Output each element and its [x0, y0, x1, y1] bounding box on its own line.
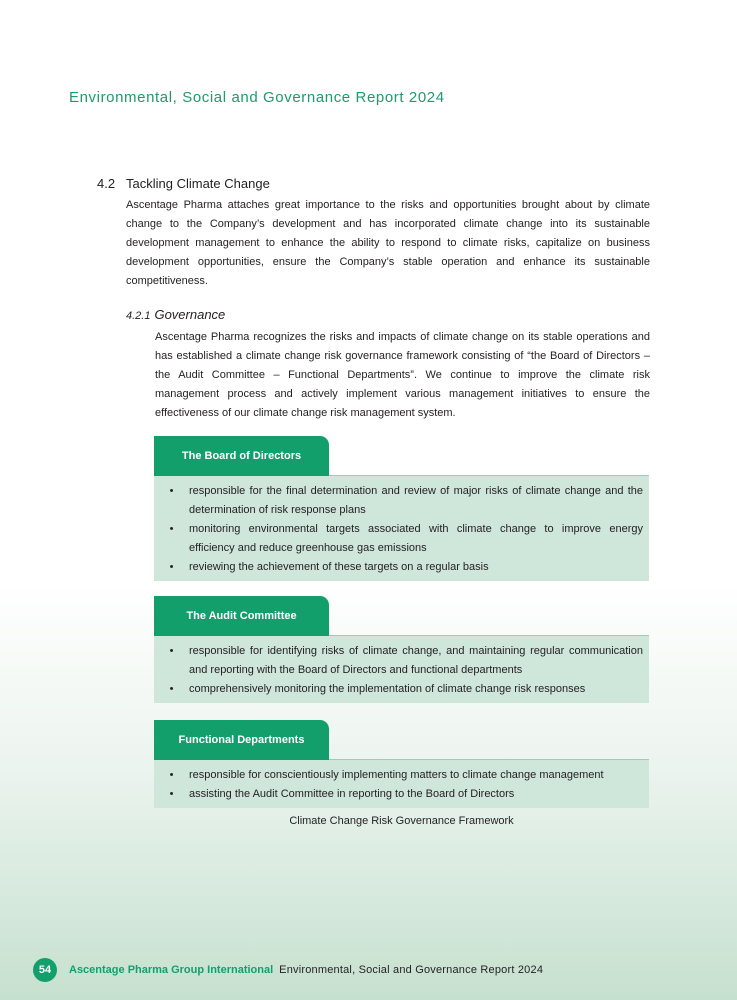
tab-divider — [329, 475, 649, 476]
list-item: • reviewing the achievement of these targets on a regular basis — [154, 558, 643, 577]
footer-company: Ascentage Pharma Group International — [69, 964, 274, 976]
departments-responsibilities — [154, 760, 649, 808]
subsection-heading — [126, 307, 225, 322]
bullet-icon: • — [169, 645, 174, 657]
bullet-icon: • — [169, 561, 174, 573]
figure-caption: Climate Change Risk Governance Framework — [289, 815, 514, 827]
bullet-icon: • — [169, 485, 174, 497]
board-responsibilities — [154, 476, 649, 581]
subsection-paragraph: Ascentage Pharma recognizes the risks and impacts of climate change on its stable operations and has established a climate change risk governance framework consisting of “the Board of Directors – the Audit Committee – Functional Departments”. We continue to improve the climate risk management process and actively implement various management initiatives to ensure the effectiveness of our climate change risk management system. — [155, 331, 650, 419]
running-header: Environmental, Social and Governance Report 2024 — [69, 89, 445, 106]
list-item: • responsible for conscientiously implementing matters to climate change management — [154, 766, 643, 785]
list-item: • monitoring environmental targets associated with climate change to improve energy efficiency and reduce greenhouse gas emissions — [154, 520, 643, 558]
bullet-icon: • — [169, 683, 174, 695]
list-item: • responsible for identifying risks of climate change, and maintaining regular communication and reporting with the Board of Directors and functional departments — [154, 642, 643, 680]
section-number: 4.2 — [97, 176, 116, 191]
board-tab: The Board of Directors — [154, 436, 329, 476]
framework-block-audit — [154, 596, 649, 703]
footer-report-title: Environmental, Social and Governance Report 2024 — [279, 964, 544, 976]
bullet-icon: • — [169, 523, 174, 535]
framework-block-departments — [154, 720, 649, 808]
audit-responsibilities — [154, 636, 649, 703]
list-item: • assisting the Audit Committee in reporting to the Board of Directors — [154, 785, 643, 804]
tab-divider — [329, 759, 649, 760]
list-item: • comprehensively monitoring the implementation of climate change risk responses — [154, 680, 643, 699]
section-paragraph: Ascentage Pharma attaches great importance to the risks and opportunities brought about by climate change to the Company’s development and has incorporated climate change into its sustainable development management to enhance the ability to respond to climate risks, capitalize on business development opportunities, ensure the Company’s stable operation and enhance its sustainable competitiveness. — [126, 199, 650, 287]
departments-tab: Functional Departments — [154, 720, 329, 760]
page-footer — [33, 958, 543, 982]
page-number: 54 — [33, 958, 57, 982]
subsection-number: 4.2.1 — [126, 310, 151, 322]
audit-tab: The Audit Committee — [154, 596, 329, 636]
section-heading — [97, 176, 270, 191]
bullet-icon: • — [169, 769, 174, 781]
section-title: Tackling Climate Change — [126, 176, 270, 191]
list-item: • responsible for the final determination and review of major risks of climate change and the determination of risk response plans — [154, 482, 643, 520]
tab-divider — [329, 635, 649, 636]
framework-block-board — [154, 436, 649, 581]
subsection-title: Governance — [154, 307, 226, 322]
bullet-icon: • — [169, 788, 174, 800]
